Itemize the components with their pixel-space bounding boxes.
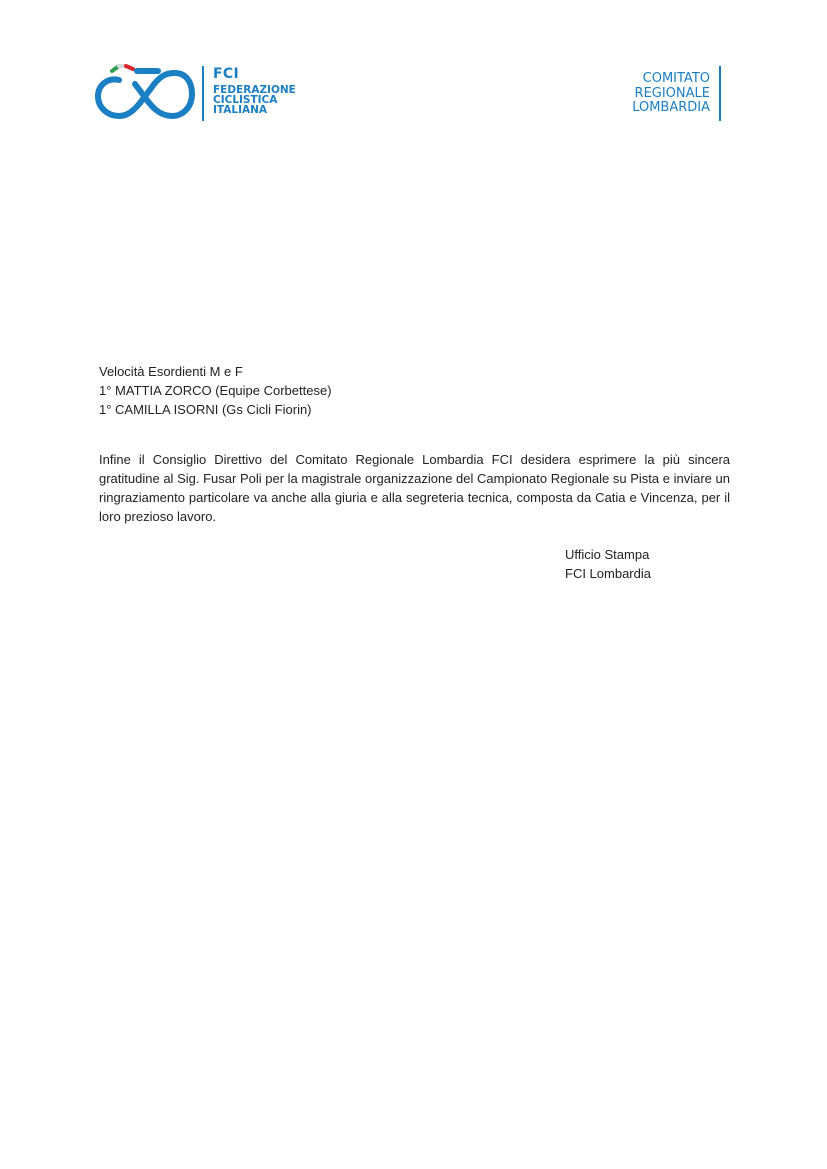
signature-line: Ufficio Stampa [565, 547, 650, 562]
logo-name-line: ITALIANA [213, 104, 268, 116]
logo-wordmark [213, 67, 296, 115]
results-category: Velocità Esordienti M e F [99, 364, 243, 379]
committee-heading [632, 66, 721, 121]
results-list [99, 362, 730, 419]
fci-logo [95, 63, 305, 125]
committee-line: REGIONALE [634, 85, 710, 101]
committee-line: LOMBARDIA [632, 100, 710, 115]
result-line: 1° MATTIA ZORCO (Equipe Corbettese) [99, 383, 332, 398]
result-line: 1° CAMILLA ISORNI (Gs Cicli Fiorin) [99, 402, 312, 417]
signature-block [565, 545, 651, 583]
logo-divider [202, 66, 204, 121]
closing-paragraph: Infine il Consiglio Direttivo del Comitato Regionale Lombardia FCI desidera esprimere la più sincera gratitudine al Sig. Fusar Poli per la magistrale organizzazione del Campionato Regionale su Pista e inviare un ringraziamento particolare va anche alla giuria e alla segreteria tecnica, composta da Catia e Vincenza, per il loro prezioso lavoro. [99, 452, 730, 524]
committee-line: COMITATO [642, 71, 710, 86]
logo-name-line: CICLISTICA [213, 94, 278, 106]
logo-acronym: FCI [213, 66, 239, 82]
signature-line: FCI Lombardia [565, 566, 651, 581]
logo-name-line: FEDERAZIONE [213, 84, 296, 96]
bicycle-loop-icon [95, 63, 195, 125]
